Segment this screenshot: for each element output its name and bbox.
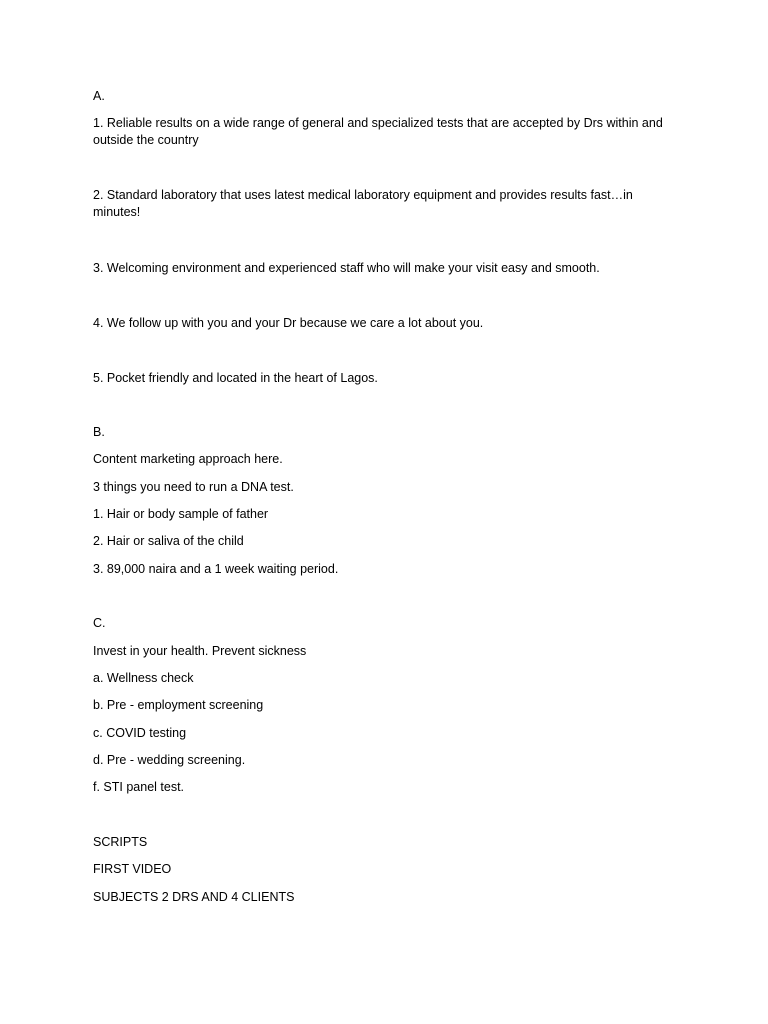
section-c-intro: Invest in your health. Prevent sickness [93, 644, 307, 658]
section-c-item-f: f. STI panel test. [93, 780, 185, 794]
section-c-item-b: b. Pre - employment screening [93, 698, 264, 712]
section-b-item-1: 1. Hair or body sample of father [93, 507, 269, 521]
section-b-item-3: 3. 89,000 naira and a 1 week waiting period. [93, 562, 339, 576]
section-b-item-2: 2. Hair or saliva of the child [93, 534, 244, 548]
section-c-item-c: c. COVID testing [93, 726, 187, 740]
section-a-item-2: 2. Standard laboratory that uses latest medical laboratory equipment and provides results fast…in minutes! [93, 188, 633, 219]
section-a-item-5: 5. Pocket friendly and located in the heart of Lagos. [93, 371, 378, 385]
section-b-intro: Content marketing approach here. [93, 452, 283, 466]
first-video-heading: FIRST VIDEO [93, 862, 172, 876]
section-c-item-a: a. Wellness check [93, 671, 194, 685]
section-a-item-4: 4. We follow up with you and your Dr because we care a lot about you. [93, 316, 484, 330]
scripts-heading: SCRIPTS [93, 835, 148, 849]
subjects-line: SUBJECTS 2 DRS AND 4 CLIENTS [93, 890, 295, 904]
section-a-item-3: 3. Welcoming environment and experienced staff who will make your visit easy and smooth. [93, 261, 600, 275]
section-c-heading: C. [93, 616, 106, 630]
section-b-heading: B. [93, 425, 105, 439]
section-a-heading: A. [93, 89, 105, 103]
section-c-item-d: d. Pre - wedding screening. [93, 753, 246, 767]
section-b-subheading: 3 things you need to run a DNA test. [93, 480, 294, 494]
section-a-item-1: 1. Reliable results on a wide range of general and specialized tests that are accepted by Drs within and outside the country [93, 116, 663, 147]
